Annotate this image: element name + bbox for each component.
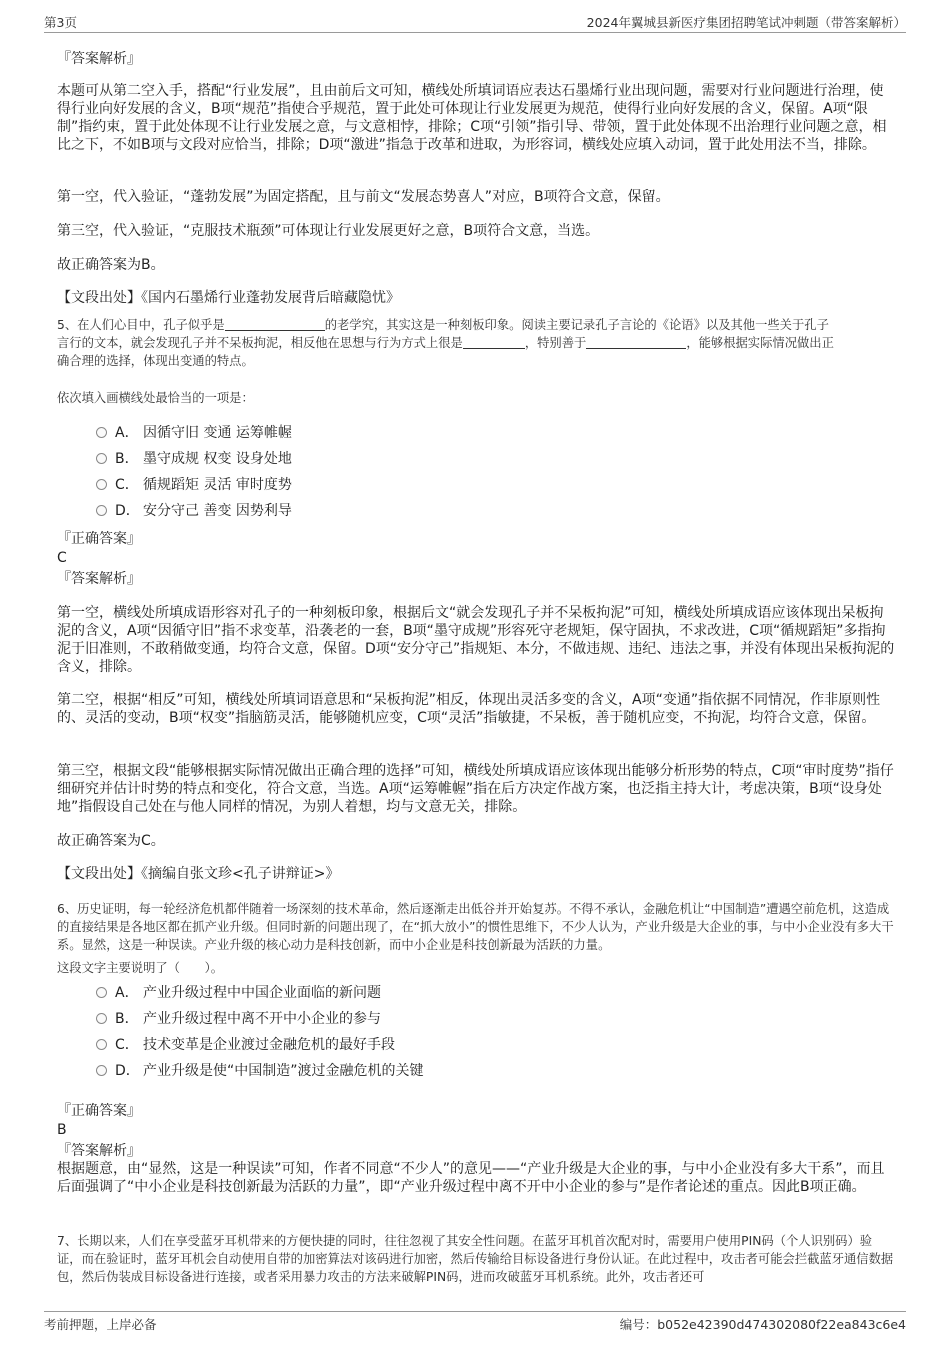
fill-blank [225,318,325,331]
correct-answer-label: 『正确答案』 [57,531,141,547]
correct-answer: B [57,1122,67,1138]
option-d[interactable]: D． 产业升级是使“中国制造”渡过金融危机的关键 [96,1061,424,1081]
footer-slogan: 考前押题，上岸必备 [44,1317,157,1332]
radio-icon[interactable] [96,1039,107,1050]
analysis-paragraph: 第三空，代入验证，“克服技术瓶颈”可体现让行业发展更好之意，B项符合文意，当选。 [57,223,600,239]
fill-blank [586,336,686,349]
analysis-paragraph: 第三空，根据文段“能够根据实际情况做出正确合理的选择”可知，横线处所填成语应该体现出能够分析形势的特点，C项“审时度势”指仔细研究并估计时势的特点和变化，符合文意，当选。A项“运筹帷幄”指在后方决定作战方案，也泛指主持大计，考虑决策，B项“设身处地”指假设自己处在与他人同样的情况，为别人着想，均与文意无关，排除。 [57,763,894,815]
analysis-label: 『答案解析』 [57,571,141,587]
radio-icon[interactable] [96,1065,107,1076]
option-b[interactable]: B． 墨守成规 权变 设身处地 [96,449,292,469]
radio-icon[interactable] [96,505,107,516]
document-title: 2024年翼城县新医疗集团招聘笔试冲刺题（带答案解析） [586,15,906,30]
answer-statement: 故正确答案为B。 [57,257,165,273]
document-id: 编号：b052e42390d474302080f22ea843c6e4 [619,1317,906,1332]
option-c[interactable]: C． 技术变革是企业渡过金融危机的最好手段 [96,1035,395,1055]
option-d[interactable]: D． 安分守己 善变 因势利导 [96,501,292,521]
answer-statement: 故正确答案为C。 [57,833,165,849]
option-b[interactable]: B． 产业升级过程中离不开中小企业的参与 [96,1009,381,1029]
question-prompt: 依次填入画横线处最恰当的一项是： [57,391,254,405]
radio-icon[interactable] [96,427,107,438]
page-number: 第3页 [44,15,77,30]
analysis-paragraph: 第一空，代入验证，“蓬勃发展”为固定搭配，且与前文“发展态势喜人”对应，B项符合文意，保留。 [57,189,670,205]
question-prompt: 这段文字主要说明了（ ）。 [57,961,224,975]
fill-blank [463,336,525,349]
correct-answer-label: 『正确答案』 [57,1103,141,1119]
question-6-stem: 6、历史证明，每一轮经济危机都伴随着一场深刻的技术革命，然后逐渐走出低谷并开始复苏。不得不承认，金融危机让“中国制造”遭遇空前危机，这造成的直接结果是各地区都在抓产业升级。但同时新的问题出现了，在“抓大放小”的惯性思维下，不少人认为，产业升级是大企业的事，与中小企业没有多大干系。显然，这是一种误读。产业升级的核心动力是科技创新，而中小企业是科技创新最为活跃的力量。 [57,902,894,952]
analysis-paragraph: 第二空，根据“相反”可知，横线处所填词语意思和“呆板拘泥”相反，体现出灵活多变的含义，A项“变通”指依据不同情况，作非原则性的、灵活的变动，B项“权变”指脑筋灵活，能够随机应变，C项“灵活”指敏捷，不呆板，善于随机应变，不拘泥，均符合文意，保留。 [57,692,881,726]
radio-icon[interactable] [96,479,107,490]
analysis-label: 『答案解析』 [57,51,141,67]
question-7-stem: 7、长期以来，人们在享受蓝牙耳机带来的方便快捷的同时，往往忽视了其安全性问题。在蓝牙耳机首次配对时，需要用户使用PIN码（个人识别码）验证，而在验证时，蓝牙耳机会自动使用自带的加密算法对该码进行加密，然后传输给目标设备进行身份认证。在此过程中，攻击者可能会拦截蓝牙通信数据包，然后伪装成目标设备进行连接，或者采用暴力攻击的方法来破解PIN码，进而攻破蓝牙耳机系统。此外，攻击者还可 [57,1234,894,1284]
analysis-paragraph: 本题可从第二空入手，搭配“行业发展”，且由前后文可知，横线处所填词语应表达石墨烯行业出现问题，需要对行业问题进行治理，使得行业向好发展的含义，B项“规范”指使合乎规范，置于此处可体现让行业发展更为规范，使得行业向好发展的含义，保留。A项“限制”指约束，置于此处体现不让行业发展之意，与文意相悖，排除；C项“引领”指引导、带领，置于此处体现不出治理行业问题之意，相比之下，不如B项与文段对应恰当，排除；D项“激进”指急于改革和进取，为形容词，横线处应填入动词，置于此处用法不当，排除。 [57,83,887,153]
analysis-label: 『答案解析』 [57,1143,141,1159]
analysis-paragraph: 第一空，横线处所填成语形容对孔子的一种刻板印象，根据后文“就会发现孔子并不呆板拘泥”可知，横线处所填成语应该体现出呆板拘泥的含义，A项“因循守旧”指不求变革，沿袭老的一套，B项“墨守成规”形容死守老规矩，保守固执，不求改进，C项“循规蹈矩”多指拘泥于旧准则，不敢稍做变通，均符合文意，保留。D项“安分守己”指规矩、本分，不做违规、违纪、违法之事，并没有体现出呆板拘泥的含义，排除。 [57,605,895,675]
correct-answer: C [57,550,67,566]
radio-icon[interactable] [96,453,107,464]
page-footer [44,1311,906,1337]
option-a[interactable]: A． 因循守旧 变通 运筹帷幄 [96,423,292,443]
option-c[interactable]: C． 循规蹈矩 灵活 审时度势 [96,475,292,495]
radio-icon[interactable] [96,1013,107,1024]
question-5-stem: 5、在人们心目中，孔子似乎是 的老学究，其实这是一种刻板印象。阅读主要记录孔子言论的《论语》以及其他一些关于孔子 言行的文本，就会发现孔子并不呆板拘泥，相反他在思想与行为方式上很是 ，特别善于 ，能够根据实际情况做出正 确合理的选择，体现出变通的特点。 [57,318,834,368]
radio-icon[interactable] [96,987,107,998]
analysis-paragraph: 根据题意，由“显然，这是一种误读”可知，作者不同意“不少人”的意见——“产业升级是大企业的事，与中小企业没有多大干系”，而且后面强调了“中小企业是科技创新最为活跃的力量”，即“产业升级过程中离不开中小企业的参与”是作者论述的重点。因此B项正确。 [57,1161,885,1195]
source-citation: 【文段出处】《国内石墨烯行业蓬勃发展背后暗藏隐忧》 [57,290,400,306]
page-header [44,12,906,33]
option-a[interactable]: A． 产业升级过程中中国企业面临的新问题 [96,983,381,1003]
source-citation: 【文段出处】《摘编自张文珍<孔子讲辩证>》 [57,866,340,882]
